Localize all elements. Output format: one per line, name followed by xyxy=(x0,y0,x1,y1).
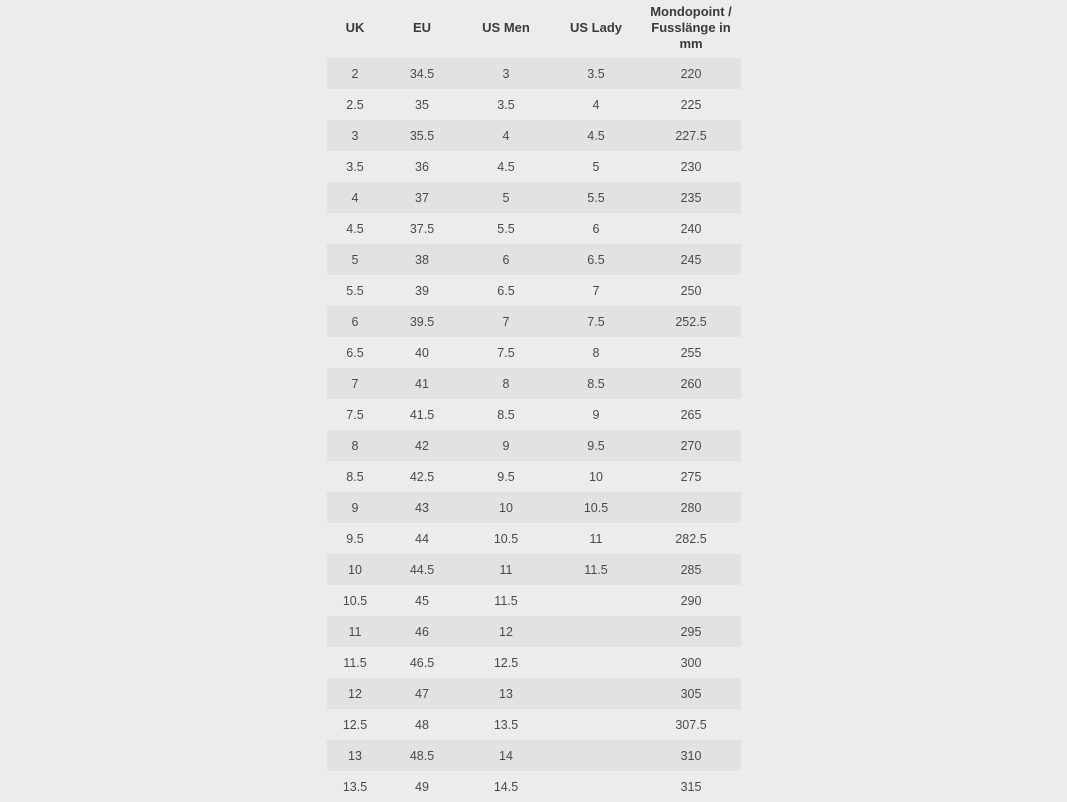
cell-us-men: 7.5 xyxy=(461,337,551,368)
cell-eu: 38 xyxy=(383,244,461,275)
cell-eu: 49 xyxy=(383,771,461,802)
cell-us-men: 13.5 xyxy=(461,709,551,740)
table-row xyxy=(327,213,741,244)
table-body xyxy=(327,57,741,802)
cell-us-men: 14.5 xyxy=(461,771,551,802)
cell-us-men: 10 xyxy=(461,492,551,523)
cell-eu: 46.5 xyxy=(383,647,461,678)
cell-us-lady: 5 xyxy=(551,151,641,182)
cell-uk: 5 xyxy=(327,244,383,275)
cell-us-men: 9.5 xyxy=(461,461,551,492)
shoe-size-table xyxy=(327,0,741,802)
cell-mondopoint: 285 xyxy=(641,554,741,585)
cell-us-lady: 8 xyxy=(551,337,641,368)
cell-us-lady: 8.5 xyxy=(551,368,641,399)
table-row xyxy=(327,585,741,616)
cell-mondopoint: 220 xyxy=(641,57,741,89)
cell-us-men: 6.5 xyxy=(461,275,551,306)
cell-mondopoint: 305 xyxy=(641,678,741,709)
cell-eu: 46 xyxy=(383,616,461,647)
cell-eu: 43 xyxy=(383,492,461,523)
table-row xyxy=(327,616,741,647)
cell-uk: 3 xyxy=(327,120,383,151)
cell-us-lady: 3.5 xyxy=(551,57,641,89)
cell-us-lady xyxy=(551,709,641,740)
cell-uk: 9.5 xyxy=(327,523,383,554)
cell-mondopoint: 240 xyxy=(641,213,741,244)
table-row xyxy=(327,368,741,399)
cell-eu: 34.5 xyxy=(383,57,461,89)
cell-us-men: 8.5 xyxy=(461,399,551,430)
cell-us-lady: 9.5 xyxy=(551,430,641,461)
cell-eu: 48 xyxy=(383,709,461,740)
cell-us-men: 6 xyxy=(461,244,551,275)
table-header-row xyxy=(327,0,741,57)
table-row xyxy=(327,771,741,802)
cell-uk: 8 xyxy=(327,430,383,461)
cell-us-men: 12.5 xyxy=(461,647,551,678)
cell-us-men: 5.5 xyxy=(461,213,551,244)
cell-mondopoint: 295 xyxy=(641,616,741,647)
cell-mondopoint: 252.5 xyxy=(641,306,741,337)
table-row xyxy=(327,151,741,182)
cell-eu: 39 xyxy=(383,275,461,306)
cell-us-lady: 7 xyxy=(551,275,641,306)
table-row xyxy=(327,337,741,368)
cell-uk: 10 xyxy=(327,554,383,585)
cell-us-lady: 7.5 xyxy=(551,306,641,337)
cell-mondopoint: 290 xyxy=(641,585,741,616)
cell-mondopoint: 225 xyxy=(641,89,741,120)
cell-eu: 42 xyxy=(383,430,461,461)
table-row xyxy=(327,740,741,771)
cell-uk: 10.5 xyxy=(327,585,383,616)
cell-us-men: 3.5 xyxy=(461,89,551,120)
cell-uk: 6 xyxy=(327,306,383,337)
cell-uk: 4.5 xyxy=(327,213,383,244)
cell-eu: 35 xyxy=(383,89,461,120)
cell-eu: 48.5 xyxy=(383,740,461,771)
size-chart-container xyxy=(327,0,741,802)
table-row xyxy=(327,244,741,275)
cell-mondopoint: 280 xyxy=(641,492,741,523)
cell-us-lady: 10 xyxy=(551,461,641,492)
cell-uk: 12.5 xyxy=(327,709,383,740)
cell-mondopoint: 235 xyxy=(641,182,741,213)
table-row xyxy=(327,523,741,554)
cell-eu: 45 xyxy=(383,585,461,616)
header-eu: EU xyxy=(383,0,461,57)
cell-mondopoint: 227.5 xyxy=(641,120,741,151)
cell-us-lady: 5.5 xyxy=(551,182,641,213)
cell-mondopoint: 260 xyxy=(641,368,741,399)
cell-uk: 7.5 xyxy=(327,399,383,430)
cell-mondopoint: 270 xyxy=(641,430,741,461)
cell-us-lady: 6 xyxy=(551,213,641,244)
cell-uk: 9 xyxy=(327,492,383,523)
cell-us-lady: 9 xyxy=(551,399,641,430)
cell-us-men: 11 xyxy=(461,554,551,585)
table-row xyxy=(327,182,741,213)
cell-eu: 41 xyxy=(383,368,461,399)
cell-uk: 4 xyxy=(327,182,383,213)
cell-eu: 39.5 xyxy=(383,306,461,337)
cell-us-men: 11.5 xyxy=(461,585,551,616)
cell-eu: 37 xyxy=(383,182,461,213)
table-row xyxy=(327,89,741,120)
cell-mondopoint: 255 xyxy=(641,337,741,368)
cell-mondopoint: 230 xyxy=(641,151,741,182)
cell-us-lady: 11.5 xyxy=(551,554,641,585)
cell-uk: 8.5 xyxy=(327,461,383,492)
cell-us-lady: 4 xyxy=(551,89,641,120)
cell-us-men: 14 xyxy=(461,740,551,771)
cell-us-lady: 11 xyxy=(551,523,641,554)
cell-uk: 11.5 xyxy=(327,647,383,678)
table-row xyxy=(327,306,741,337)
cell-us-men: 7 xyxy=(461,306,551,337)
cell-uk: 2 xyxy=(327,57,383,89)
cell-us-lady xyxy=(551,647,641,678)
cell-mondopoint: 282.5 xyxy=(641,523,741,554)
cell-eu: 47 xyxy=(383,678,461,709)
cell-us-men: 12 xyxy=(461,616,551,647)
table-row xyxy=(327,275,741,306)
cell-eu: 44.5 xyxy=(383,554,461,585)
header-us-men: US Men xyxy=(461,0,551,57)
cell-eu: 37.5 xyxy=(383,213,461,244)
cell-uk: 2.5 xyxy=(327,89,383,120)
table-row xyxy=(327,492,741,523)
cell-uk: 5.5 xyxy=(327,275,383,306)
cell-us-men: 8 xyxy=(461,368,551,399)
cell-us-lady xyxy=(551,616,641,647)
cell-us-men: 10.5 xyxy=(461,523,551,554)
cell-us-lady xyxy=(551,771,641,802)
cell-us-lady xyxy=(551,678,641,709)
table-row xyxy=(327,709,741,740)
cell-eu: 41.5 xyxy=(383,399,461,430)
table-row xyxy=(327,399,741,430)
cell-mondopoint: 315 xyxy=(641,771,741,802)
cell-us-lady xyxy=(551,740,641,771)
header-uk: UK xyxy=(327,0,383,57)
cell-mondopoint: 245 xyxy=(641,244,741,275)
header-mondopoint: Mondopoint / Fusslänge in mm xyxy=(641,0,741,57)
cell-eu: 40 xyxy=(383,337,461,368)
cell-us-men: 4.5 xyxy=(461,151,551,182)
cell-mondopoint: 300 xyxy=(641,647,741,678)
cell-mondopoint: 310 xyxy=(641,740,741,771)
cell-eu: 36 xyxy=(383,151,461,182)
cell-mondopoint: 265 xyxy=(641,399,741,430)
cell-us-men: 13 xyxy=(461,678,551,709)
cell-us-lady: 4.5 xyxy=(551,120,641,151)
cell-us-men: 3 xyxy=(461,57,551,89)
table-row xyxy=(327,461,741,492)
cell-us-men: 4 xyxy=(461,120,551,151)
cell-us-lady: 10.5 xyxy=(551,492,641,523)
cell-eu: 42.5 xyxy=(383,461,461,492)
cell-us-men: 9 xyxy=(461,430,551,461)
cell-uk: 7 xyxy=(327,368,383,399)
cell-mondopoint: 307.5 xyxy=(641,709,741,740)
cell-uk: 13.5 xyxy=(327,771,383,802)
cell-mondopoint: 250 xyxy=(641,275,741,306)
cell-us-lady xyxy=(551,585,641,616)
header-us-lady: US Lady xyxy=(551,0,641,57)
cell-eu: 44 xyxy=(383,523,461,554)
cell-eu: 35.5 xyxy=(383,120,461,151)
cell-uk: 6.5 xyxy=(327,337,383,368)
cell-us-men: 5 xyxy=(461,182,551,213)
cell-uk: 12 xyxy=(327,678,383,709)
cell-uk: 13 xyxy=(327,740,383,771)
table-row xyxy=(327,120,741,151)
table-row xyxy=(327,554,741,585)
cell-uk: 11 xyxy=(327,616,383,647)
table-row xyxy=(327,678,741,709)
cell-us-lady: 6.5 xyxy=(551,244,641,275)
table-row xyxy=(327,57,741,89)
cell-uk: 3.5 xyxy=(327,151,383,182)
table-row xyxy=(327,647,741,678)
cell-mondopoint: 275 xyxy=(641,461,741,492)
table-row xyxy=(327,430,741,461)
